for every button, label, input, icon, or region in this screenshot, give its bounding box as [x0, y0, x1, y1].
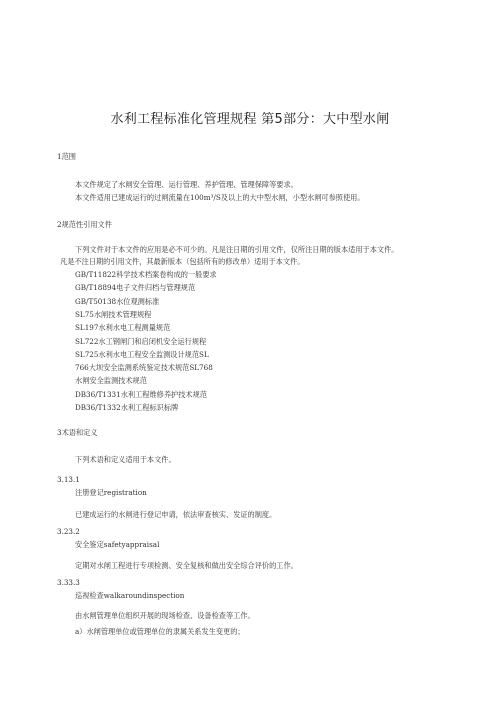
- term-definition: 由水闸管理单位组织开展的现场检查、设备检查等工作。: [75, 611, 255, 620]
- section-heading-terms-definitions: 3术语和定义: [57, 428, 98, 437]
- paragraph-line: 下列术语和定义适用于本文件。: [75, 455, 176, 464]
- reference-item: DB36/T1331水利工程维修养护技术规范: [75, 390, 207, 399]
- reference-item: GB/T11822科学技术档案卷构成的一般要求: [75, 270, 217, 279]
- document-title: 水利工程标准化管理规程 第5部分：大中型水闸: [110, 112, 390, 127]
- reference-item: SL197水利水电工程测量规范: [75, 323, 171, 332]
- reference-item: DB36/T1332水利工程标识标牌: [75, 403, 179, 412]
- reference-item: 水闸安全监测技术规范: [75, 376, 147, 385]
- reference-item: SL722水工钢闸门和启闭机安全运行规程: [75, 337, 207, 346]
- reference-item: 766大坝安全监测系统鉴定技术规范SL768: [75, 363, 213, 372]
- term-name: 注册登记registration: [75, 488, 147, 497]
- reference-item: GB/T18894电子文件归档与管理规范: [75, 283, 196, 292]
- paragraph-line: 本文件适用已建成运行的过闸流量在100m³/S及以上的大中型水闸，小型水闸可参照使用。: [75, 193, 365, 202]
- term-number: 3.33.3: [57, 578, 80, 587]
- reference-item: GB/T50138水位观测标准: [75, 297, 160, 306]
- term-name: 巡视检查walkaroundinspection: [75, 591, 185, 600]
- term-name: 安全鉴定safetyappraisal: [75, 540, 160, 549]
- reference-item: SL725水利水电工程安全监测设计规范SL: [75, 350, 209, 359]
- list-item: a）水闸管理单位或管理单位的隶属关系发生变更的；: [75, 627, 245, 636]
- term-number: 3.23.2: [57, 527, 80, 536]
- term-definition: 已建成运行的水闸进行登记申请，依法审查核实、发证的制度。: [75, 510, 277, 519]
- paragraph-line: 下列文件对于本文件的应用是必不可少的。凡是注日期的引用文件，仅所注日期的版本适用于本文件。: [75, 245, 399, 254]
- reference-item: SL75水闸技术管理规程: [75, 310, 152, 319]
- section-heading-scope: 1范围: [57, 152, 76, 161]
- term-definition: 定期对水闸工程进行专项检测、安全复核和做出安全综合评价的工作。: [75, 561, 298, 570]
- section-heading-normative-references: 2规范性引用文件: [57, 220, 112, 229]
- paragraph-line: 本文件规定了水闸安全管理、运行管理、养护管理、管理保障等要求。: [75, 180, 298, 189]
- term-number: 3.13.1: [57, 475, 80, 484]
- paragraph-line: 凡是不注日期的引用文件，其最新版本（包括所有的修改单）适用于本文件。: [60, 257, 305, 266]
